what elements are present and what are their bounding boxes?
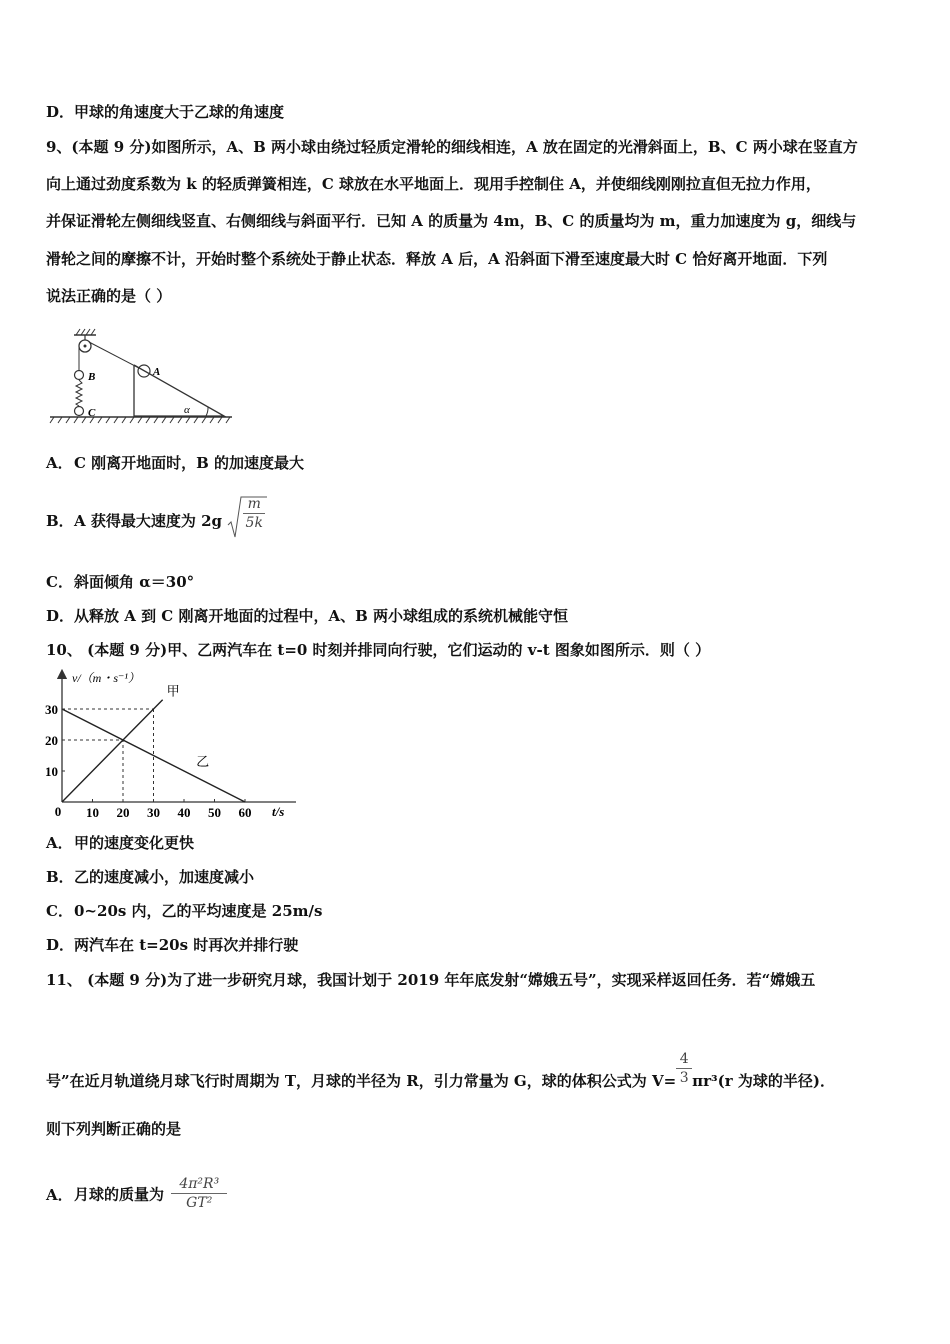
q9-option-a (46, 453, 304, 473)
fraction-denominator: GT² (186, 1195, 213, 1211)
q10-option-d (46, 935, 298, 955)
svg-text:C: C (88, 407, 96, 419)
option-key: A． (46, 454, 73, 472)
mass-fraction (171, 1175, 227, 1212)
x-tick-label: 30 (147, 805, 160, 820)
option-text: 甲的速度变化更快 (74, 834, 195, 852)
svg-text:α: α (184, 404, 190, 416)
sqrt-expression (227, 495, 265, 532)
fraction-numerator: 4 (679, 1051, 689, 1067)
series-line-jia (62, 700, 163, 802)
option-key: B． (46, 512, 74, 530)
q9-stem-line-1: 9、(本题 9 分)如图所示，A、B 两小球由绕过轻质定滑轮的细线相连，A 放在固定的光滑斜面上，B、C 两小球在竖直方 (46, 138, 858, 156)
q9-pulley-incline-figure (46, 325, 236, 430)
option-text: 月球的质量为 (74, 1185, 165, 1204)
q11-stem-post: πr³(r 为球的半径)． (692, 1072, 835, 1090)
q9-stem-line-3: 并保证滑轮左侧细线竖直、右侧细线与斜面平行．已知 A 的质量为 4m，B、C 的质量均为 m，重力加速度为 g，细线与 (46, 212, 857, 230)
incline (134, 365, 224, 416)
q9-stem-line-2: 向上通过劲度系数为 k 的轻质弹簧相连，C 球放在水平地面上．现用手控制住 A，并使细线刚刚拉直但无拉力作用， (46, 175, 821, 193)
q10-stem: 10、 (本题 9 分)甲、乙两汽车在 t=0 时刻并排同向行驶，它们运动的 v-t 图象如图所示．则（ ） (46, 641, 711, 659)
fraction-denominator: 3 (679, 1070, 689, 1086)
option-key: B． (46, 868, 74, 886)
y-tick-label: 30 (45, 702, 58, 717)
volume-fraction (676, 1050, 692, 1087)
x-axis-label: t/s (272, 804, 285, 819)
option-text: A 获得最大速度为 2g (74, 512, 223, 530)
option-text: 甲球的角速度大于乙球的角速度 (74, 103, 285, 121)
sqrt-denominator: 5k (245, 514, 263, 531)
q9-stem-line-4: 滑轮之间的摩擦不计，开始时整个系统处于静止状态．释放 A 后，A 沿斜面下滑至速度最大时 C 恰好离开地面．下列 (46, 250, 828, 268)
q9-option-b (46, 495, 265, 532)
y-tick-label: 10 (45, 764, 58, 779)
y-tick-label: 20 (45, 733, 58, 748)
option-key: C． (46, 573, 73, 591)
q10-vt-chart (44, 668, 304, 824)
ball-b (75, 371, 84, 380)
x-tick-label: 50 (208, 805, 221, 820)
sqrt-numerator: m (247, 495, 261, 512)
option-key: A． (46, 1185, 73, 1204)
q11-stem-line-2 (46, 1051, 835, 1093)
x-tick-label: 10 (86, 805, 99, 820)
q11-stem-line-3: 则下列判断正确的是 (46, 1120, 182, 1138)
series-label-yi: 乙 (196, 753, 210, 769)
q11-option-a (46, 1177, 227, 1214)
q10-option-c (46, 901, 322, 921)
option-text: 乙的速度减小，加速度减小 (74, 868, 255, 886)
origin-label: 0 (54, 804, 62, 819)
option-text: 两汽车在 t=20s 时再次并排行驶 (74, 936, 299, 954)
x-tick-label: 60 (238, 805, 252, 820)
q11-stem-line-1: 11、 (本题 9 分)为了进一步研究月球，我国计划于 2019 年年底发射“嫦娥五号”，实现采样返回任务．若“嫦娥五 (46, 971, 816, 989)
x-tick-label: 40 (177, 805, 191, 820)
q9-option-d (46, 606, 568, 626)
svg-text:A: A (153, 366, 161, 378)
option-text: 斜面倾角 α＝30° (74, 573, 195, 591)
option-key: A． (46, 834, 73, 852)
q10-option-a (46, 833, 194, 853)
q11-stem-pre: 号”在近月轨道绕月球飞行时周期为 T，月球的半径为 R，引力常量为 G，球的体积公式为 V= (46, 1072, 677, 1090)
x-tick-label: 20 (116, 805, 130, 820)
option-text: 0~20s 内，乙的平均速度是 25m/s (74, 902, 323, 920)
q10-option-b (46, 867, 254, 887)
svg-text:B: B (88, 371, 96, 383)
q9-stem-line-5: 说法正确的是（ ） (46, 287, 172, 305)
option-key: D． (46, 607, 75, 625)
option-key: D． (46, 936, 75, 954)
option-key: C． (46, 902, 73, 920)
option-text: C 刚离开地面时，B 的加速度最大 (74, 454, 305, 472)
fraction-numerator: 4π²R³ (179, 1176, 220, 1192)
series-label-jia: 甲 (166, 683, 180, 699)
spring (76, 380, 82, 406)
q8-option-d (46, 102, 284, 122)
option-text: 从释放 A 到 C 刚离开地面的过程中，A、B 两小球组成的系统机械能守恒 (74, 607, 569, 625)
option-key: D． (46, 103, 75, 121)
y-axis-label: v/（m・s⁻¹） (72, 671, 140, 685)
q9-option-c (46, 572, 194, 592)
ball-c (75, 407, 84, 416)
